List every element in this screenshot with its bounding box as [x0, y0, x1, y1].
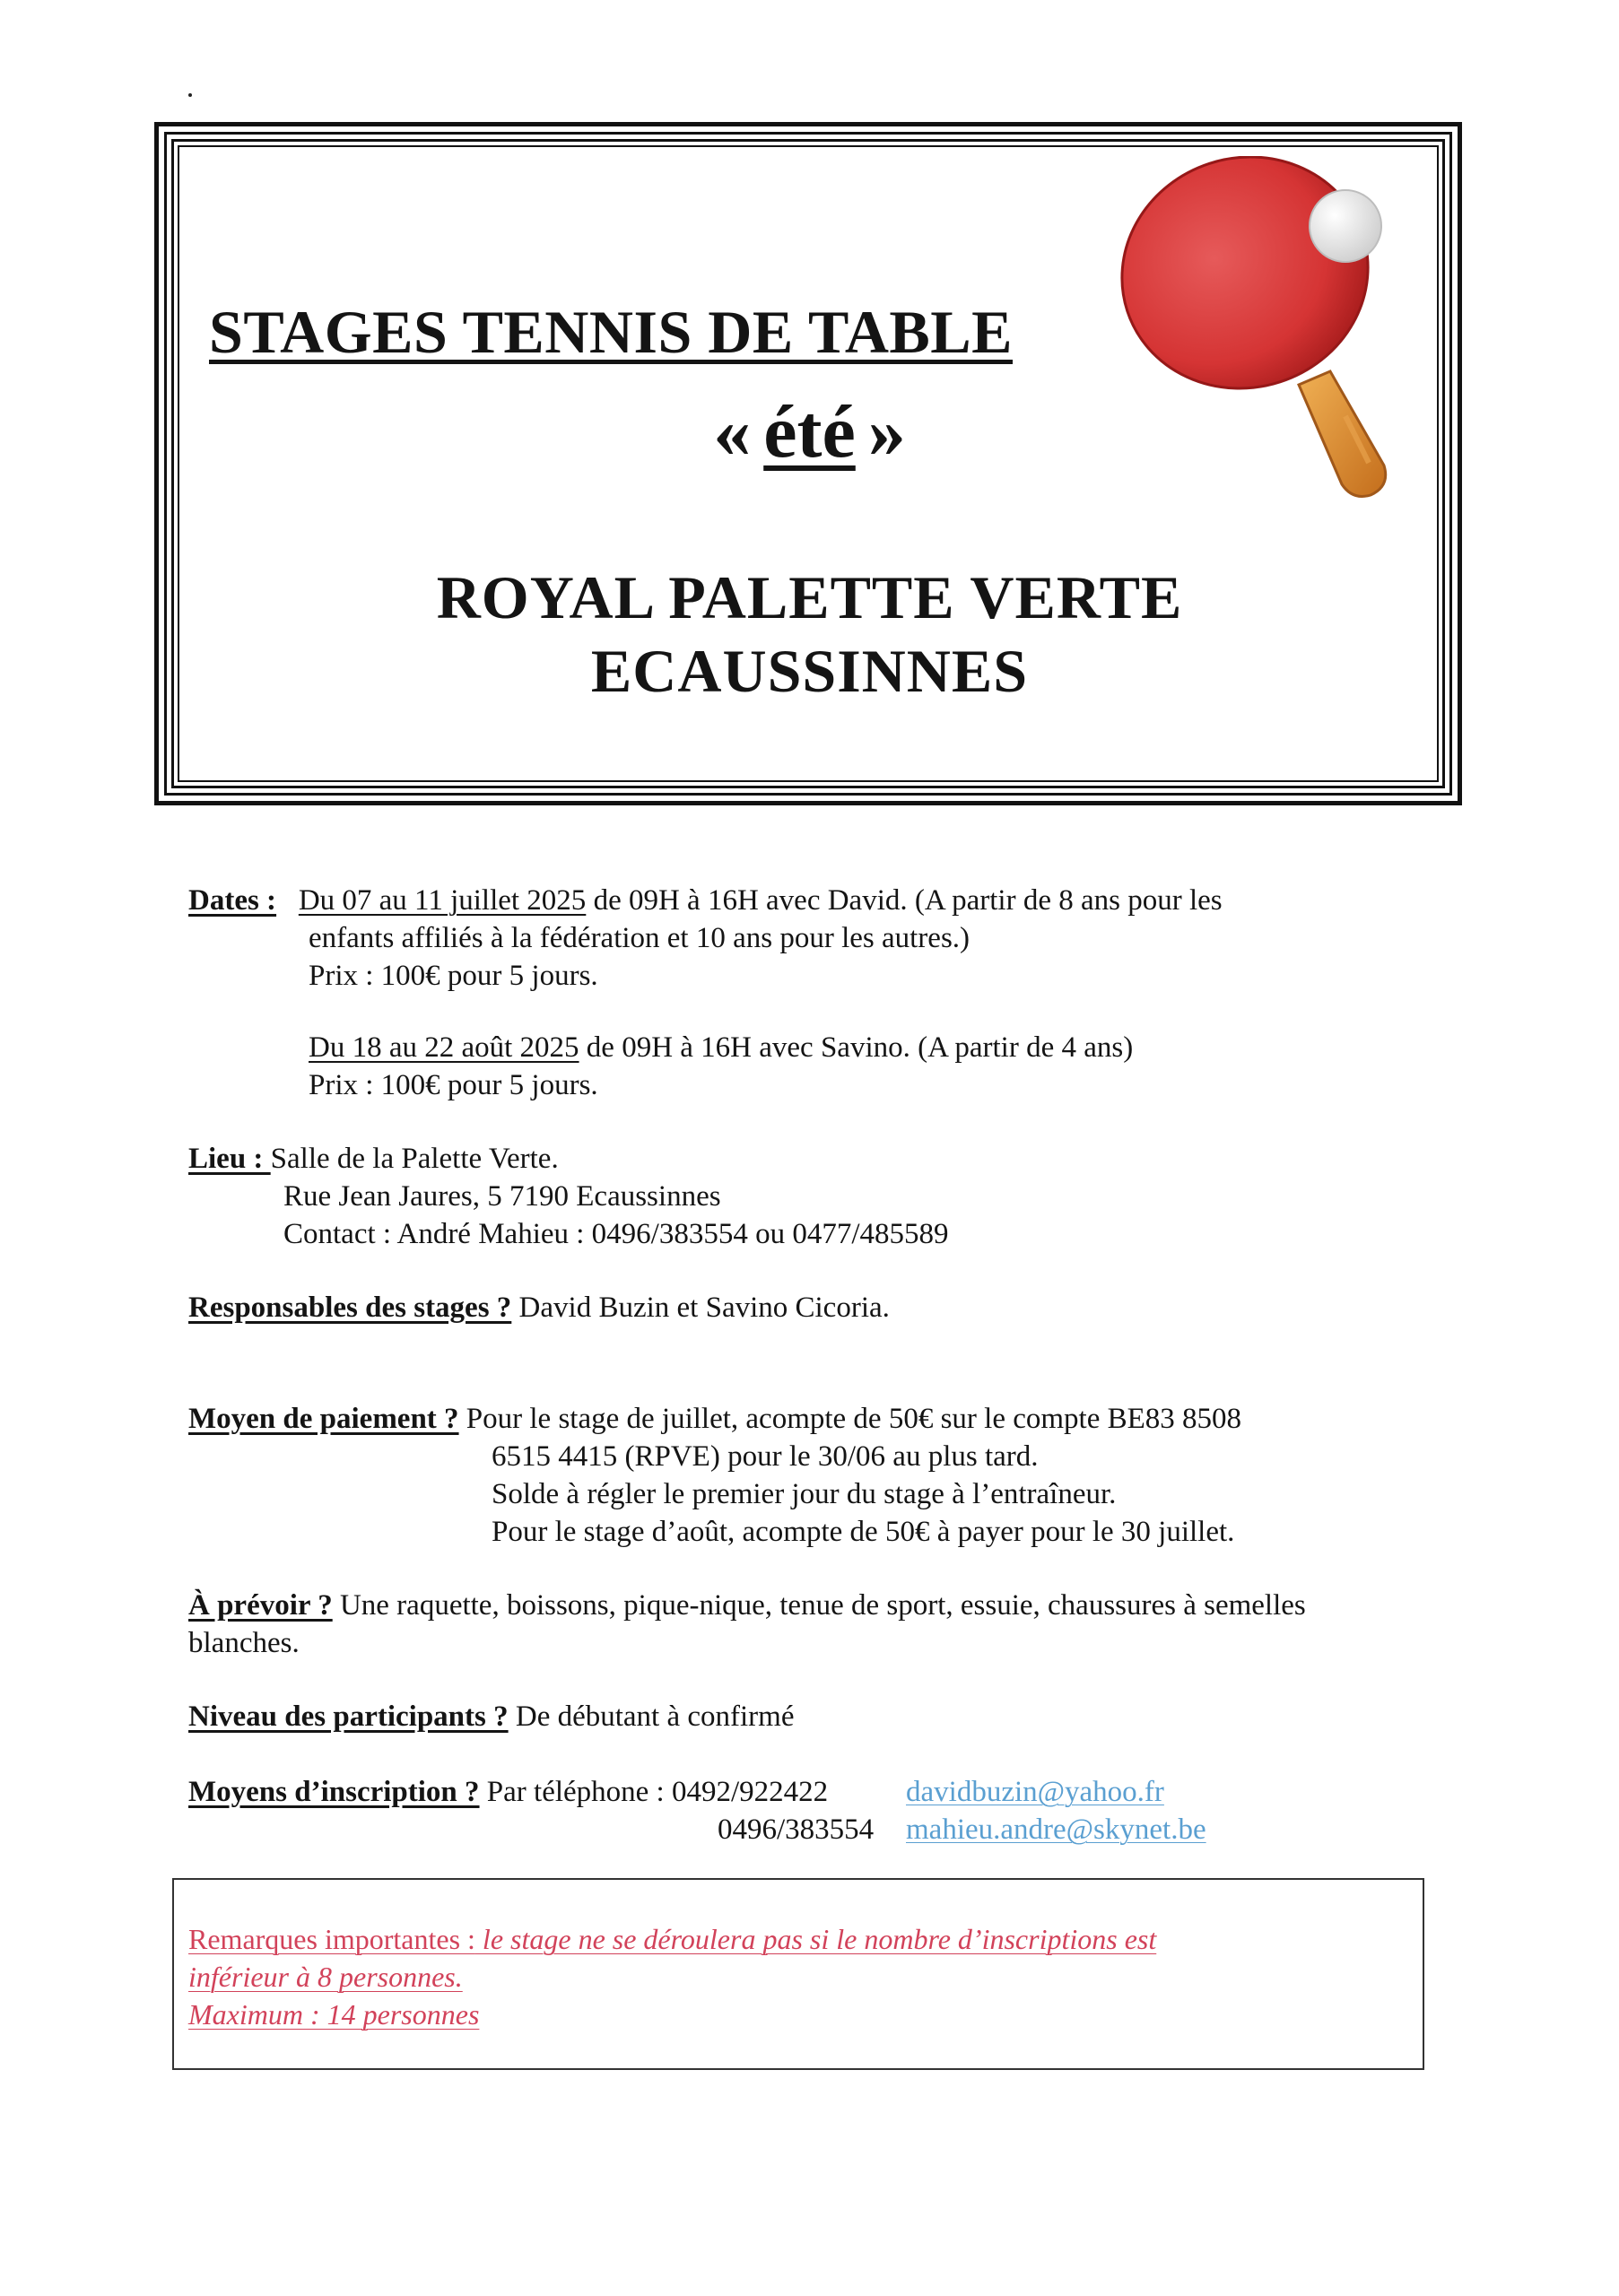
paiement-text1: Pour le stage de juillet, acompte de 50€ sur le compte BE83 8508 — [458, 1403, 1242, 1435]
inscription-phone1: Par téléphone : 0492/922422 — [479, 1776, 829, 1808]
session1-price: Prix : 100€ pour 5 jours. — [309, 960, 598, 992]
dates-line-session2 — [309, 1033, 1133, 1063]
remarks-text2: inférieur à 8 personnes. — [188, 1961, 463, 1993]
email-link-david[interactable]: davidbuzin@yahoo.fr — [906, 1776, 1164, 1808]
responsables-line — [188, 1293, 890, 1323]
inscription-label: Moyens d’inscription ? — [188, 1776, 480, 1808]
org-name-line2: ECAUSSINNES — [590, 637, 1029, 705]
remarks-text3: Maximum : 14 personnes — [188, 1998, 480, 2031]
dates-label: Dates : — [188, 884, 277, 917]
email-link-andre[interactable]: mahieu.andre@skynet.be — [906, 1813, 1206, 1846]
niveau-label: Niveau des participants ? — [188, 1700, 509, 1733]
inscription-phone2: 0496/383554 — [718, 1813, 875, 1846]
title-stages-tennis-de-table: STAGES TENNIS DE TABLE — [209, 298, 1013, 366]
dates-line1 — [188, 886, 1223, 916]
prevoir-line1 — [188, 1591, 1306, 1621]
inscription-line1 — [188, 1778, 828, 1807]
niveau-line — [188, 1702, 794, 1732]
paiement-text2: 6515 4415 (RPVE) pour le 30/06 au plus tard. — [492, 1440, 1039, 1473]
open-guillemet: « — [713, 390, 752, 474]
paiement-text4: Pour le stage d’août, acompte de 50€ à payer pour le 30 juillet. — [492, 1516, 1235, 1548]
session2-text: de 09H à 16H avec Savino. (A partir de 4 ans) — [579, 1031, 1134, 1064]
responsables-label: Responsables des stages ? — [188, 1292, 512, 1324]
paiement-text3: Solde à régler le premier jour du stage à l’entraîneur. — [492, 1478, 1117, 1510]
session1-date: Du 07 au 11 juillet 2025 — [298, 884, 587, 917]
remarks-label: Remarques importantes : — [188, 1923, 475, 1955]
session2-date: Du 18 au 22 août 2025 — [309, 1031, 579, 1064]
paiement-line1 — [188, 1405, 1241, 1434]
stray-dot — [188, 93, 192, 97]
ete-word: été — [763, 390, 856, 474]
lieu-line1 — [188, 1144, 559, 1174]
ping-pong-paddle-icon — [1110, 156, 1406, 515]
lieu-address: Rue Jean Jaures, 5 7190 Ecaussinnes — [283, 1180, 721, 1213]
lieu-label: Lieu : — [188, 1143, 271, 1175]
close-guillemet: » — [867, 390, 906, 474]
paiement-label: Moyen de paiement ? — [188, 1403, 459, 1435]
niveau-text: De débutant à confirmé — [508, 1700, 795, 1733]
prevoir-text1: Une raquette, boissons, pique-nique, tenue de sport, essuie, chaussures à semelles — [332, 1589, 1306, 1622]
session1-text2: enfants affiliés à la fédération et 10 ans pour les autres.) — [309, 922, 971, 954]
prevoir-text2: blanches. — [188, 1627, 300, 1659]
org-name-line1: ROYAL PALETTE VERTE — [436, 563, 1183, 631]
lieu-text1: Salle de la Palette Verte. — [270, 1143, 559, 1175]
lieu-contact: Contact : André Mahieu : 0496/383554 ou 0477/485589 — [283, 1218, 949, 1250]
prevoir-label: À prévoir ? — [188, 1589, 333, 1622]
remarks-text1: le stage ne se déroulera pas si le nombre d’inscriptions est — [474, 1923, 1157, 1955]
remarks-line1 — [188, 1925, 1156, 1953]
responsables-text: David Buzin et Savino Cicoria. — [511, 1292, 890, 1324]
session2-price: Prix : 100€ pour 5 jours. — [309, 1069, 598, 1101]
session1-text: de 09H à 16H avec David. (A partir de 8 ans pour les — [586, 884, 1223, 917]
